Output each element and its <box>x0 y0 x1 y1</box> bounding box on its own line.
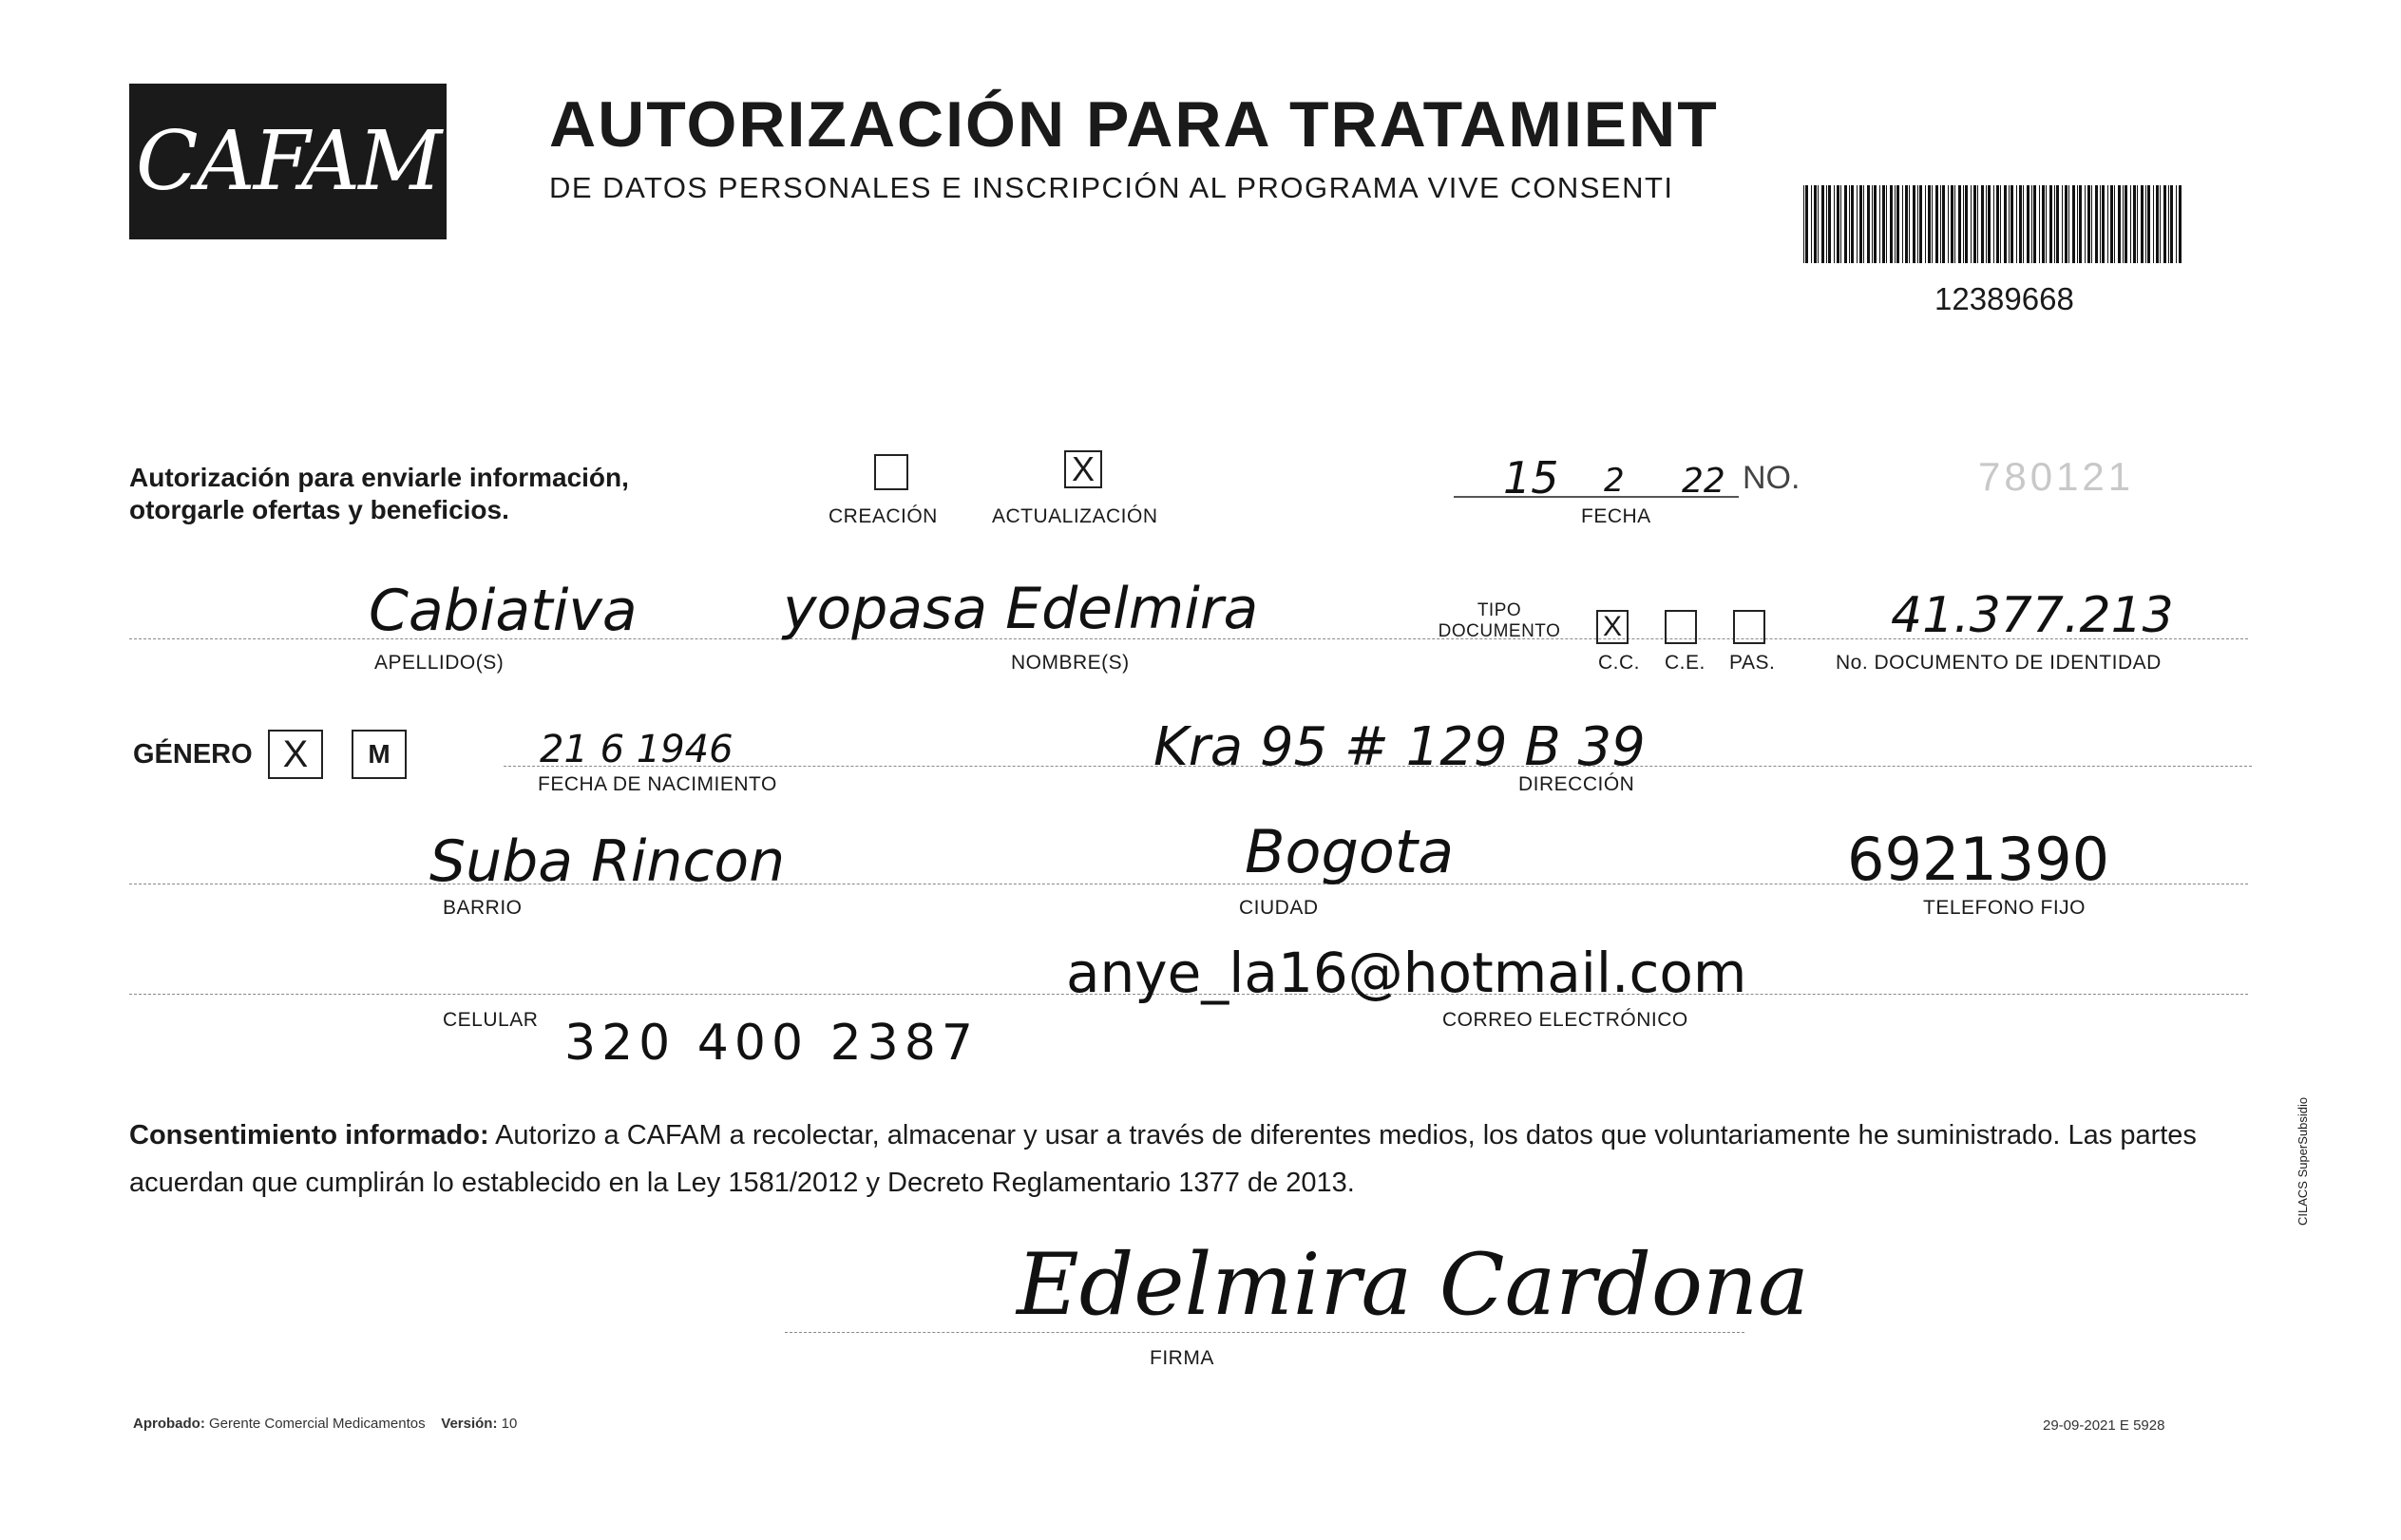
email-value: anye_la16@hotmail.com <box>1066 941 1747 1005</box>
cc-label: C.C. <box>1598 652 1640 674</box>
date-month: 2 <box>1604 462 1625 500</box>
surname-value: Cabiativa <box>369 578 638 644</box>
phone-label: TELEFONO FIJO <box>1923 897 2087 919</box>
barcode-number: 12389668 <box>1934 281 2074 316</box>
footer-code: 29-09-2021 E 5928 <box>2043 1417 2165 1434</box>
form-subtitle: DE DATOS PERSONALES E INSCRIPCIÓN AL PROGRAMA VIVE CONSENTI <box>549 171 1674 204</box>
approved-label: Aprobado: <box>133 1416 205 1432</box>
doc-type-label: TIPO DOCUMENTO <box>1438 600 1561 641</box>
birth-value: 21 6 1946 <box>540 728 734 771</box>
neighborhood-label: BARRIO <box>443 897 523 919</box>
version-value: 10 <box>501 1416 518 1432</box>
gender-label: GÉNERO <box>133 739 253 770</box>
form-number: 780121 <box>1978 454 2135 499</box>
gender-m-label: M <box>368 739 391 769</box>
name-value: yopasa Edelmira <box>783 576 1259 642</box>
number-label: NO. <box>1743 460 1801 496</box>
update-label: ACTUALIZACIÓN <box>992 505 1158 527</box>
gender-m-checkbox[interactable] <box>352 730 407 779</box>
update-mark: X <box>1071 449 1095 488</box>
email-label: CORREO ELECTRÓNICO <box>1442 1009 1688 1031</box>
barcode <box>1803 185 2183 263</box>
ce-label: C.E. <box>1665 652 1705 674</box>
creation-label: CREACIÓN <box>829 505 938 527</box>
date-label: FECHA <box>1581 505 1651 527</box>
signature-label: FIRMA <box>1150 1347 1214 1369</box>
gender-f-mark: X <box>282 733 309 775</box>
ce-checkbox[interactable] <box>1665 610 1697 644</box>
city-value: Bogota <box>1245 817 1455 886</box>
approved-value: Gerente Comercial Medicamentos <box>209 1416 426 1432</box>
city-label: CIUDAD <box>1239 897 1319 919</box>
side-stamp-text: CILACS SuperSubsidio <box>2296 1096 2310 1226</box>
date-year: 22 <box>1682 462 1725 501</box>
birth-label: FECHA DE NACIMIENTO <box>538 773 777 795</box>
doc-number-value: 41.377.213 <box>1891 587 2174 644</box>
date-day: 15 <box>1503 452 1559 504</box>
signature-value: Edelmira Cardona <box>1017 1235 1809 1335</box>
consent-heading: Consentimiento informado: <box>129 1120 489 1150</box>
neighborhood-value: Suba Rincon <box>429 828 786 895</box>
name-label: NOMBRE(S) <box>1011 652 1130 674</box>
cell-value: 320 400 2387 <box>564 1015 979 1072</box>
footer-approval <box>133 1416 517 1432</box>
consent-paragraph <box>129 1112 2258 1207</box>
address-label: DIRECCIÓN <box>1518 773 1635 795</box>
pas-label: PAS. <box>1729 652 1776 674</box>
cafam-logo: CAFAM <box>129 84 447 239</box>
doc-number-label: No. DOCUMENTO DE IDENTIDAD <box>1836 652 2162 674</box>
creation-checkbox[interactable] <box>874 454 908 490</box>
consent-text: Autorizo a CAFAM a recolectar, almacenar y usar a través de diferentes medios, los datos que voluntariamente he suministrado. Las partes acuerdan que cumplirán lo establecido en la Ley 1581/2012 y Decreto Reglamentario 1377 de 2013. <box>129 1120 2197 1198</box>
cc-checkbox[interactable] <box>1596 610 1629 644</box>
cell-label: CELULAR <box>443 1009 539 1031</box>
authorization-text: Autorización para enviarle información, otorgarle ofertas y beneficios. <box>129 463 629 524</box>
pas-checkbox[interactable] <box>1733 610 1765 644</box>
gender-f-checkbox[interactable] <box>268 730 323 779</box>
address-value: Kra 95 # 129 B 39 <box>1153 716 1646 778</box>
cc-mark: X <box>1602 611 1622 642</box>
phone-value: 6921390 <box>1847 825 2110 894</box>
surname-label: APELLIDO(S) <box>374 652 505 674</box>
update-checkbox[interactable] <box>1064 450 1102 488</box>
version-label: Versión: <box>441 1416 498 1432</box>
form-title: AUTORIZACIÓN PARA TRATAMIENT <box>549 88 1719 161</box>
